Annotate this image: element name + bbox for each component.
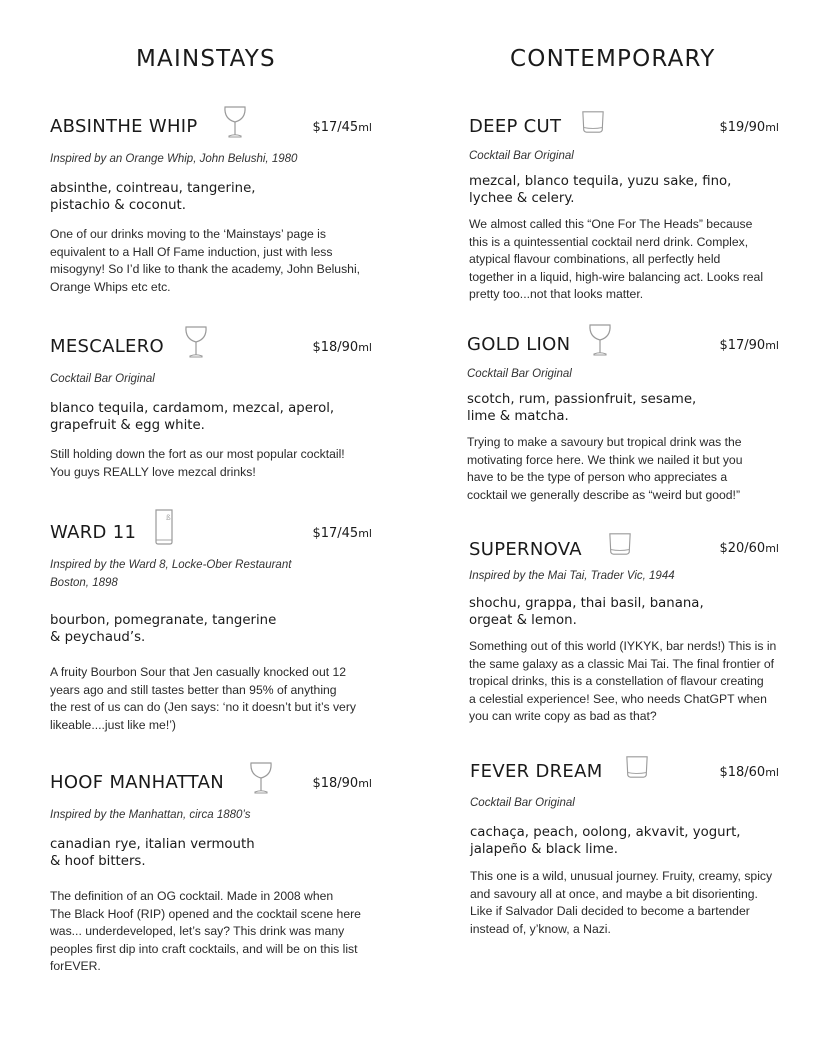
drink-description <box>469 216 779 304</box>
description-line: cocktail we generally describe as “weird but good!” <box>467 487 740 502</box>
drink-ingredients <box>467 391 777 425</box>
description-line: We almost called this “One For The Heads” because <box>469 217 753 231</box>
price-unit: ml <box>765 542 779 555</box>
description-line: the rest of us can do (Jen says: ‘no it doesn’t but it’s very <box>50 700 356 714</box>
description-line: together in a liquid, high-wire balancing act. Looks real <box>469 269 764 284</box>
price-unit: ml <box>765 766 779 779</box>
ingredients-line: blanco tequila, cardamom, mezcal, aperol, <box>50 401 335 416</box>
drink-ingredients <box>470 824 780 858</box>
description-line: have to be the type of person who appreciates a <box>467 470 728 484</box>
rocks-glass-icon <box>625 755 649 779</box>
price-unit: ml <box>358 121 372 134</box>
description-line: years ago and still tastes better than 95% of anything <box>50 682 337 697</box>
drink-description <box>469 638 779 726</box>
drink-name: MESCALERO <box>50 336 164 357</box>
description-line: this is a quintessential cocktail nerd drink. Complex, <box>469 234 749 249</box>
coupe-glass-icon <box>184 325 208 359</box>
drink-description <box>467 434 777 504</box>
ingredients-line: lime & matcha. <box>467 409 569 424</box>
drink-description <box>50 888 372 976</box>
price-value: $17/45 <box>312 526 359 541</box>
menu-item-fever-dream <box>470 761 780 938</box>
drink-origin <box>50 556 372 592</box>
ingredients-line: lychee & celery. <box>469 191 575 206</box>
ingredients-line: mezcal, blanco tequila, yuzu sake, fino, <box>469 174 732 189</box>
drink-price <box>312 526 372 541</box>
coupe-glass-icon <box>249 761 273 795</box>
drink-name: FEVER DREAM <box>470 761 603 782</box>
highball-glass-icon <box>154 508 174 546</box>
ingredients-line: jalapeño & black lime. <box>470 842 618 857</box>
ingredients-line: canadian rye, italian vermouth <box>50 837 255 852</box>
price-value: $18/90 <box>312 776 359 791</box>
description-line: Like if Salvador Dali decided to become a bartender <box>470 904 750 918</box>
drink-price <box>719 338 779 353</box>
description-line: The definition of an OG cocktail. Made in 2008 when <box>50 889 334 903</box>
drink-origin: Inspired by the Mai Tai, Trader Vic, 1944 <box>469 570 675 582</box>
menu-item-gold-lion <box>467 334 777 504</box>
description-line: and savoury all at once, and maybe a bit disorienting. <box>470 886 758 901</box>
drink-name: ABSINTHE WHIP <box>50 116 198 137</box>
ingredients-line: orgeat & lemon. <box>469 613 577 628</box>
description-line: equivalent to a Hall Of Fame induction, just with less <box>50 244 333 259</box>
description-line: Still holding down the fort as our most popular cocktail! <box>50 447 345 461</box>
price-unit: ml <box>358 341 372 354</box>
drink-origin: Inspired by the Manhattan, circa 1880’s <box>50 809 251 821</box>
price-value: $18/60 <box>719 765 766 780</box>
origin-line: Inspired by the Ward 8, Locke-Ober Restaurant <box>50 559 292 571</box>
drink-origin: Cocktail Bar Original <box>467 368 572 380</box>
drink-name: GOLD LION <box>467 334 571 355</box>
description-line: was... underdeveloped, let’s say? This drink was many <box>50 924 345 938</box>
drink-ingredients <box>50 612 372 646</box>
drink-description <box>470 868 780 938</box>
ingredients-line: cachaça, peach, oolong, akvavit, yogurt, <box>470 825 741 840</box>
price-value: $20/60 <box>719 541 766 556</box>
menu-item-supernova <box>469 539 779 726</box>
coupe-glass-icon <box>588 323 612 357</box>
description-line: a celestial experience! See, who needs ChatGPT when <box>469 691 767 706</box>
ingredients-line: grapefruit & egg white. <box>50 418 205 433</box>
description-line: forEVER. <box>50 959 101 973</box>
description-line: This one is a wild, unusual journey. Fruity, creamy, spicy <box>470 869 773 883</box>
origin-line: Boston, 1898 <box>50 577 118 589</box>
drink-origin: Inspired by an Orange Whip, John Belushi, 1980 <box>50 153 298 165</box>
ingredients-line: bourbon, pomegranate, tangerine <box>50 613 277 628</box>
description-line: One of our drinks moving to the ‘Mainstays’ page is <box>50 227 326 241</box>
description-line: Trying to make a savoury but tropical drink was the <box>467 435 742 449</box>
drink-name: WARD 11 <box>50 522 137 543</box>
ingredients-line: & hoof bitters. <box>50 854 146 869</box>
drink-price <box>719 765 779 780</box>
description-line: You guys REALLY love mezcal drinks! <box>50 464 256 479</box>
drink-name: DEEP CUT <box>469 116 562 137</box>
drink-price <box>719 120 779 135</box>
description-line: Something out of this world (IYKYK, bar nerds!) This is in <box>469 639 777 653</box>
menu-item-hoof-manhattan <box>50 772 372 976</box>
drink-ingredients <box>50 836 372 870</box>
menu-item-deep-cut <box>469 116 779 304</box>
description-line: peoples first dip into craft cocktails, and will be on this list <box>50 941 358 956</box>
ingredients-line: shochu, grappa, thai basil, banana, <box>469 596 704 611</box>
description-line: motivating force here. We think we nailed it but you <box>467 452 743 467</box>
price-value: $17/45 <box>312 120 359 135</box>
price-unit: ml <box>765 339 779 352</box>
description-line: you can write copy as bad as that? <box>469 709 657 723</box>
column-heading-contemporary: CONTEMPORARY <box>510 46 716 72</box>
drink-name: SUPERNOVA <box>469 539 582 560</box>
ingredients-line: absinthe, cointreau, tangerine, <box>50 181 256 196</box>
price-value: $19/90 <box>719 120 766 135</box>
coupe-glass-icon <box>223 105 247 139</box>
ingredients-line: scotch, rum, passionfruit, sesame, <box>467 392 697 407</box>
price-unit: ml <box>765 121 779 134</box>
drink-origin: Cocktail Bar Original <box>470 797 575 809</box>
drink-ingredients <box>50 180 372 214</box>
drink-price <box>312 340 372 355</box>
drink-description <box>50 226 372 296</box>
drink-name: HOOF MANHATTAN <box>50 772 224 793</box>
price-unit: ml <box>358 777 372 790</box>
price-value: $17/90 <box>719 338 766 353</box>
drink-description <box>50 664 372 734</box>
description-line: atypical flavour combinations, all perfectly held <box>469 252 721 266</box>
menu-item-mescalero <box>50 336 372 481</box>
drink-price <box>312 120 372 135</box>
price-unit: ml <box>358 527 372 540</box>
drink-origin: Cocktail Bar Original <box>469 150 574 162</box>
description-line: pretty too...not that looks matter. <box>469 287 644 301</box>
rocks-glass-icon <box>608 532 632 556</box>
description-line: likeable....just like me!’) <box>50 717 176 732</box>
description-line: A fruity Bourbon Sour that Jen casually knocked out 12 <box>50 665 347 679</box>
description-line: instead of, y’know, a Nazi. <box>470 921 611 936</box>
drink-ingredients <box>469 173 779 207</box>
description-line: the same galaxy as a classic Mai Tai. The final frontier of <box>469 656 775 671</box>
drink-ingredients <box>469 595 779 629</box>
drink-price <box>312 776 372 791</box>
description-line: tropical drinks, this is a constellation of flavour creating <box>469 674 764 688</box>
description-line: Orange Whips etc etc. <box>50 279 171 294</box>
drink-price <box>719 541 779 556</box>
price-value: $18/90 <box>312 340 359 355</box>
drink-origin: Cocktail Bar Original <box>50 373 155 385</box>
description-line: The Black Hoof (RIP) opened and the cocktail scene here <box>50 906 361 921</box>
drink-description <box>50 446 372 481</box>
rocks-glass-icon <box>581 110 605 134</box>
column-heading-mainstays: MAINSTAYS <box>136 46 276 72</box>
description-line: misogyny! So I’d like to thank the academy, John Belushi, <box>50 262 361 276</box>
ingredients-line: & peychaud’s. <box>50 630 146 645</box>
ingredients-line: pistachio & coconut. <box>50 198 187 213</box>
menu-item-ward-11 <box>50 522 372 734</box>
menu-item-absinthe-whip <box>50 116 372 296</box>
drink-ingredients <box>50 400 372 434</box>
